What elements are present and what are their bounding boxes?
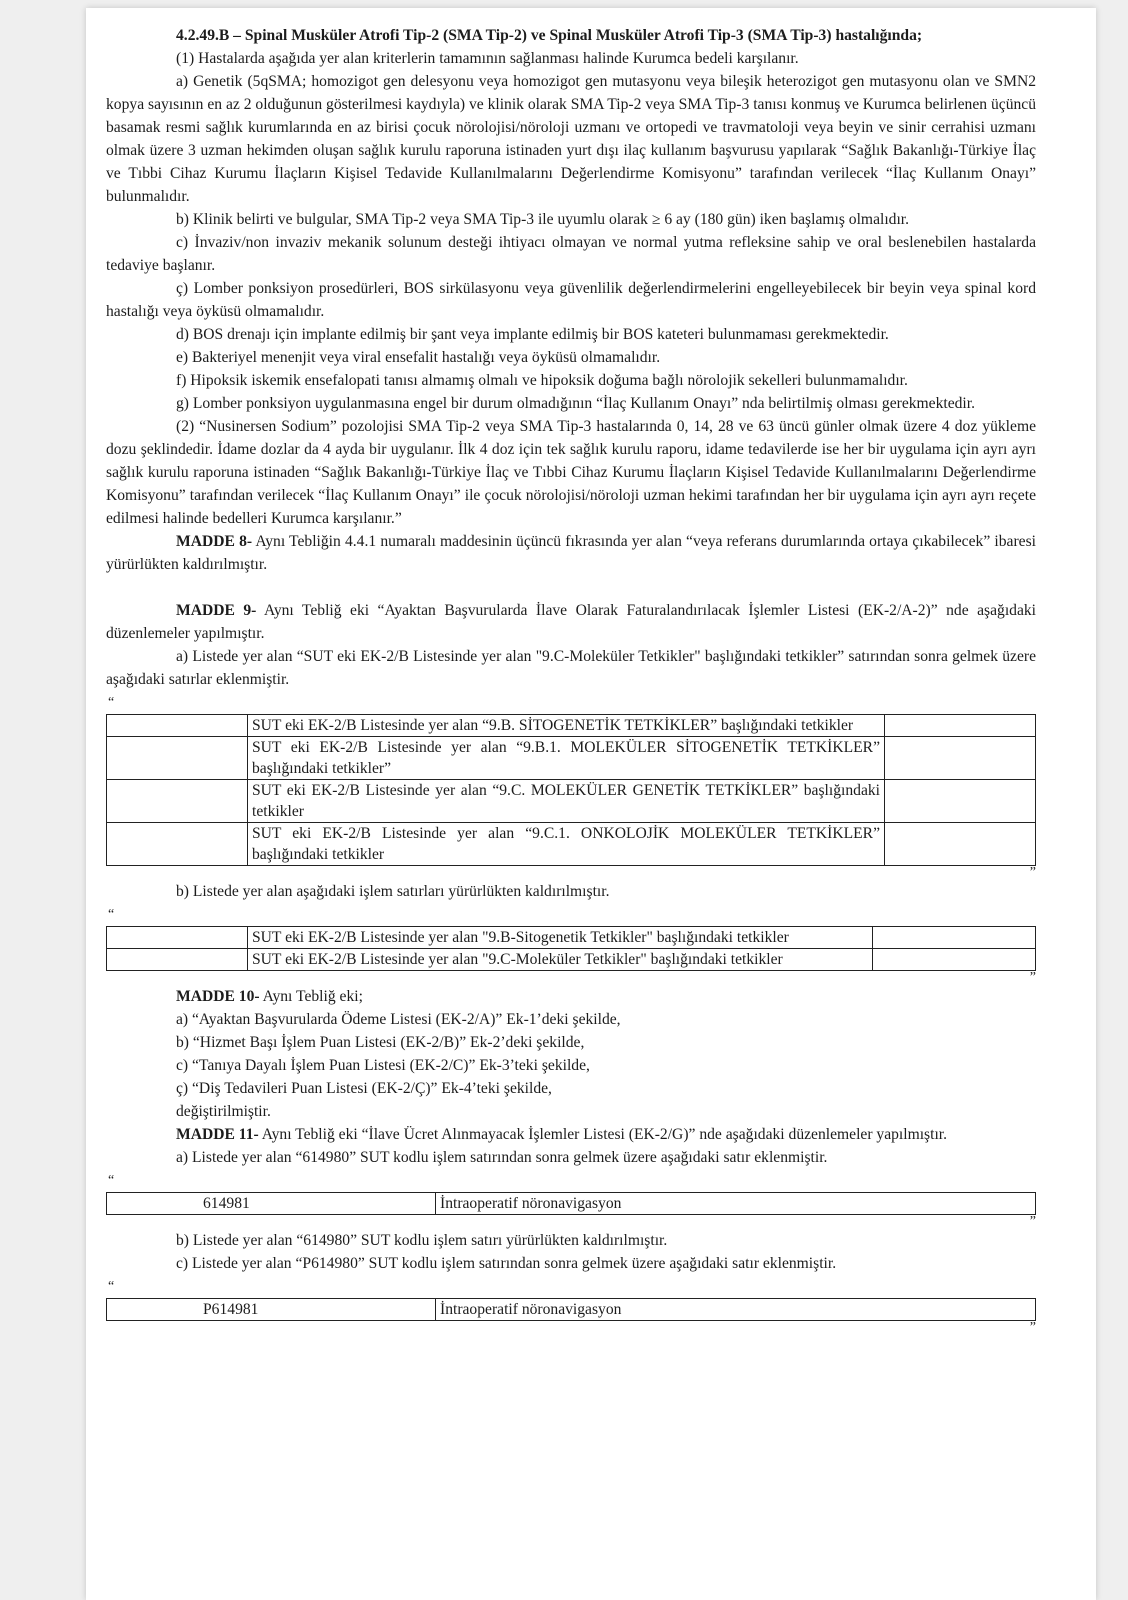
open-quote: “ <box>108 695 115 710</box>
added-rows-table <box>106 714 1036 866</box>
madde-10 <box>106 985 1036 1008</box>
section-heading <box>106 24 1036 47</box>
table-row <box>107 1193 1036 1215</box>
madde-10-item: c) “Tanıya Dayalı İşlem Puan Listesi (EK-2/C)” Ek-3’teki şekilde, <box>176 1057 590 1074</box>
madde-10-item: değiştirilmiştir. <box>176 1103 271 1120</box>
open-quote: “ <box>108 1173 115 1188</box>
madde-8-label: MADDE 8- <box>176 533 253 550</box>
madde-9 <box>106 599 1036 645</box>
madde-11-b: b) Listede yer alan “614980” SUT kodlu işlem satırı yürürlükten kaldırılmıştır. <box>176 1232 668 1249</box>
madde-10-text: Aynı Tebliğ eki; <box>259 988 363 1005</box>
paragraph-2: (2) “Nusinersen Sodium” pozolojisi SMA Tip-2 veya SMA Tip-3 hastalarında 0, 14, 28 ve 63 üncü günler olmak üzere 4 doz yükleme dozu şeklindedir. İdame dozlar da 4 ayda bir uygulanır. İlk 4 doz için tek sağlık kurulu raporu, idame tedavilerde ise her bir uygulama için ayrı ayrı sağlık kurulu raporuna istinaden “Sağlık Bakanlığı-Türkiye İlaç ve Tıbbi Cihaz Kurumu İlaçların Kişisel Tedavide Kullanılmalarını Değerlendirme Komisyonu” tarafından verilecek “İlaç Kullanım Onayı” ile çocuk nörolojisi/nöroloji uzman hekimi tarafından her bir uygulama için ayrı ayrı reçete edilmesi halinde bedelleri Kurumca karşılanır.” <box>106 418 1036 527</box>
added-code-table <box>106 1298 1036 1321</box>
table-cell: SUT eki EK-2/B Listesinde yer alan "9.B-Sitogenetik Tetkikler" başlığındaki tetkikler <box>248 927 873 949</box>
open-quote: “ <box>108 1279 115 1294</box>
table-row <box>107 823 1036 866</box>
madde-8 <box>106 530 1036 576</box>
criterion-d: d) BOS drenajı için implante edilmiş bir şant veya implante edilmiş bir BOS kateteri bulunmaması gerekmektedir. <box>176 326 889 343</box>
close-quote: ” <box>1029 970 1036 985</box>
section-heading-line1: 4.2.49.B – Spinal Musküler Atrofi Tip-2 (SMA Tip-2) ve Spinal Musküler Atrofi Tip-3 (SMA Tip-3) <box>176 27 832 44</box>
madde-9-b: b) Listede yer alan aşağıdaki işlem satırları yürürlükten kaldırılmıştır. <box>176 883 610 900</box>
madde-11 <box>106 1123 1036 1146</box>
paragraph-1: (1) Hastalarda aşağıda yer alan kriterlerin tamamının sağlanması halinde Kurumca bedeli karşılanır. <box>176 50 799 67</box>
added-code-table <box>106 1192 1036 1215</box>
table-row <box>107 1299 1036 1321</box>
procedure-name-cell: İntraoperatif nöronavigasyon <box>436 1299 1036 1321</box>
close-quote: ” <box>1029 1320 1036 1335</box>
criterion-b: b) Klinik belirti ve bulgular, SMA Tip-2 veya SMA Tip-3 ile uyumlu olarak ≥ 6 ay (180 gün) iken başlamış olmalıdır. <box>176 211 910 228</box>
madde-11-a: a) Listede yer alan “614980” SUT kodlu işlem satırından sonra gelmek üzere aşağıdaki satır eklenmiştir. <box>176 1149 828 1166</box>
madde-11-label: MADDE 11- <box>176 1126 259 1143</box>
table-row <box>107 737 1036 780</box>
open-quote: “ <box>108 907 115 922</box>
table-cell: SUT eki EK-2/B Listesinde yer alan “9.C.1. ONKOLOJİK MOLEKÜLER TETKİKLER” başlığındaki tetkikler <box>248 823 885 866</box>
criterion-f: f) Hipoksik iskemik ensefalopati tanısı almamış olmalı ve hipoksik doğuma bağlı nörolojik sekelleri bulunmamalıdır. <box>176 372 908 389</box>
sut-code-cell: 614981 <box>107 1193 436 1215</box>
table-cell: SUT eki EK-2/B Listesinde yer alan “9.C. MOLEKÜLER GENETİK TETKİKLER” başlığındaki tetkikler <box>248 780 885 823</box>
criterion-a: a) Genetik (5qSMA; homozigot gen delesyonu veya homozigot gen mutasyonu veya bileşik heterozigot gen mutasyonu olan ve SMN2 kopya sayısının en az 2 olduğunun gösterilmesi kaydıyla) ve klinik olarak SMA Tip-2 veya SMA Tip-3 tanısı konmuş ve Kurumca belirlenen üçüncü basamak resmi sağlık kurumlarında en az birisi çocuk nörolojisi/nöroloji uzmanı ve ortopedi ve travmatoloji veya beyin ve sinir cerrahisi uzmanı olmak üzere 3 uzman hekimden oluşan sağlık kurulu raporuna istinaden yurt dışı ilaç kullanım başvurusu yapılarak “Sağlık Bakanlığı-Türkiye İlaç ve Tıbbi Cihaz Kurumu İlaçların Kişisel Tedavide Kullanılmalarını Değerlendirme Komisyonu” tarafından verilecek “İlaç Kullanım Onayı” bulunmalıdır. <box>106 73 1036 205</box>
madde-10-item: a) “Ayaktan Başvurularda Ödeme Listesi (EK-2/A)” Ek-1’deki şekilde, <box>176 1011 621 1028</box>
table-cell: SUT eki EK-2/B Listesinde yer alan "9.C-Moleküler Tetkikler" başlığındaki tetkikler <box>248 949 873 971</box>
madde-10-item: b) “Hizmet Başı İşlem Puan Listesi (EK-2/B)” Ek-2’deki şekilde, <box>176 1034 585 1051</box>
madde-11-text: Aynı Tebliğ eki “İlave Ücret Alınmayacak İşlemler Listesi (EK-2/G)” nde aşağıdaki düzenlemeler yapılmıştır. <box>258 1126 948 1143</box>
section-heading-line2: hastalığında; <box>835 27 923 44</box>
table-cell: SUT eki EK-2/B Listesinde yer alan “9.B. SİTOGENETİK TETKİKLER” başlığındaki tetkikler <box>248 715 885 737</box>
criterion-cc: ç) Lomber ponksiyon prosedürleri, BOS sirkülasyonu veya güvenlilik değerlendirmelerini engelleyebilecek bir beyin veya spinal kord hastalığı veya öyküsü olmamalıdır. <box>106 280 1036 320</box>
removed-rows-table <box>106 926 1036 971</box>
table-row <box>107 715 1036 737</box>
criterion-c: c) İnvaziv/non invaziv mekanik solunum desteği ihtiyacı olmayan ve normal yutma refleksine sahip ve oral beslenebilen hastalarda tedaviye başlanır. <box>106 234 1036 274</box>
table-row <box>107 927 1036 949</box>
table-cell: SUT eki EK-2/B Listesinde yer alan “9.B.1. MOLEKÜLER SİTOGENETİK TETKİKLER” başlığındaki tetkikler” <box>248 737 885 780</box>
document-page <box>86 8 1096 1600</box>
madde-9-a: a) Listede yer alan “SUT eki EK-2/B Listesinde yer alan "9.C-Moleküler Tetkikler" başlığındaki tetkikler” satırından sonra gelmek üzere aşağıdaki satırlar eklenmiştir. <box>106 648 1036 688</box>
madde-11-c: c) Listede yer alan “P614980” SUT kodlu işlem satırından sonra gelmek üzere aşağıdaki satır eklenmiştir. <box>176 1255 837 1272</box>
criterion-g: g) Lomber ponksiyon uygulanmasına engel bir durum olmadığının “İlaç Kullanım Onayı” nda belirtilmiş olması gerekmektedir. <box>176 395 975 412</box>
madde-9-label: MADDE 9- <box>176 602 257 619</box>
procedure-name-cell: İntraoperatif nöronavigasyon <box>436 1193 1036 1215</box>
madde-10-item: ç) “Diş Tedavileri Puan Listesi (EK-2/Ç)” Ek-4’teki şekilde, <box>176 1080 552 1097</box>
criterion-e: e) Bakteriyel menenjit veya viral ensefalit hastalığı veya öyküsü olmamalıdır. <box>176 349 661 366</box>
madde-10-label: MADDE 10- <box>176 988 260 1005</box>
sut-code-cell: P614981 <box>107 1299 436 1321</box>
document-content <box>106 24 1036 1335</box>
close-quote: ” <box>1029 1214 1036 1229</box>
table-row <box>107 949 1036 971</box>
table-row <box>107 780 1036 823</box>
madde-8-text: Aynı Tebliğin 4.4.1 numaralı maddesinin üçüncü fıkrasında yer alan “veya referans durumlarında ortaya çıkabilecek” ibaresi yürürlükten kaldırılmıştır. <box>106 533 1036 573</box>
madde-9-text: Aynı Tebliğ eki “Ayaktan Başvurularda İlave Olarak Faturalandırılacak İşlemler Listesi (EK-2/A-2)” nde aşağıdaki düzenlemeler yapılmıştır. <box>106 602 1036 642</box>
close-quote: ” <box>1029 865 1036 880</box>
